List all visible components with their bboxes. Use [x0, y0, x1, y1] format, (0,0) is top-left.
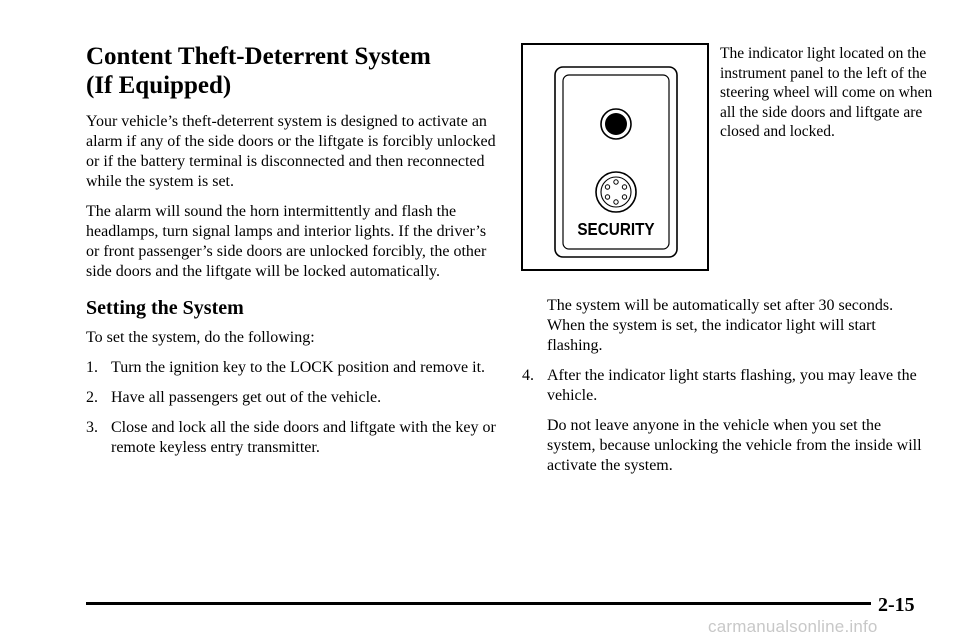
sensor-outer-ring: [596, 172, 636, 212]
steps-intro: To set the system, do the following:: [86, 329, 315, 346]
title-line-1: Content Theft-Deterrent System: [86, 43, 431, 70]
security-indicator-figure: [521, 43, 709, 271]
step-number: 2.: [86, 389, 98, 406]
list-item: [86, 388, 496, 408]
title-line-2: (If Equipped): [86, 72, 232, 99]
step-text: After the indicator light starts flashing, you may leave the vehicle.: [547, 367, 917, 404]
step-number: 4.: [522, 367, 534, 384]
alarm-paragraph: The alarm will sound the horn intermittently and flash the headlamps, turn signal lamps and interior lights. If the driver’s or front passenger’s side doors are unlocked forcibly, the other side doors and the liftgate will be locked automatically.: [86, 203, 487, 280]
watermark: carmanualsonline.info: [708, 617, 878, 636]
step-note: Do not leave anyone in the vehicle when you set the system, because unlocking the vehicle from the inside will activate the system.: [547, 417, 922, 474]
page-number: 2-15: [878, 594, 915, 616]
security-panel-illustration: [523, 45, 707, 269]
sensor-holes-icon: [605, 180, 626, 204]
left-column: [86, 42, 496, 468]
step-number: 1.: [86, 359, 98, 376]
intro-paragraph: Your vehicle’s theft-deterrent system is designed to activate an alarm if any of the side doors or the liftgate is forcibly unlocked or if the battery terminal is disconnected and then reconnected while the system is set.: [86, 113, 496, 190]
figure-caption: The indicator light located on the instrument panel to the left of the steering wheel will come on when all the side doors and liftgate are closed and locked.: [720, 45, 933, 140]
sensor-inner-ring: [601, 177, 631, 207]
continued-paragraph: The system will be automatically set after 30 seconds. When the system is set, the indicator light will start flashing.: [547, 297, 894, 354]
security-label: SECURITY: [577, 218, 655, 240]
step-text: Have all passengers get out of the vehicle.: [111, 389, 382, 406]
step-text: Close and lock all the side doors and liftgate with the key or remote keyless entry transmitter.: [111, 419, 496, 456]
step-number: 3.: [86, 419, 98, 436]
page-title: [86, 42, 496, 100]
list-item: [522, 366, 922, 406]
indicator-light-icon: [605, 113, 627, 135]
section-heading: Setting the System: [86, 297, 244, 319]
footer-rule: [86, 602, 871, 605]
list-item: [86, 358, 496, 378]
right-column: [522, 296, 922, 486]
step-text: Turn the ignition key to the LOCK position and remove it.: [111, 359, 486, 376]
list-item: [86, 418, 496, 458]
